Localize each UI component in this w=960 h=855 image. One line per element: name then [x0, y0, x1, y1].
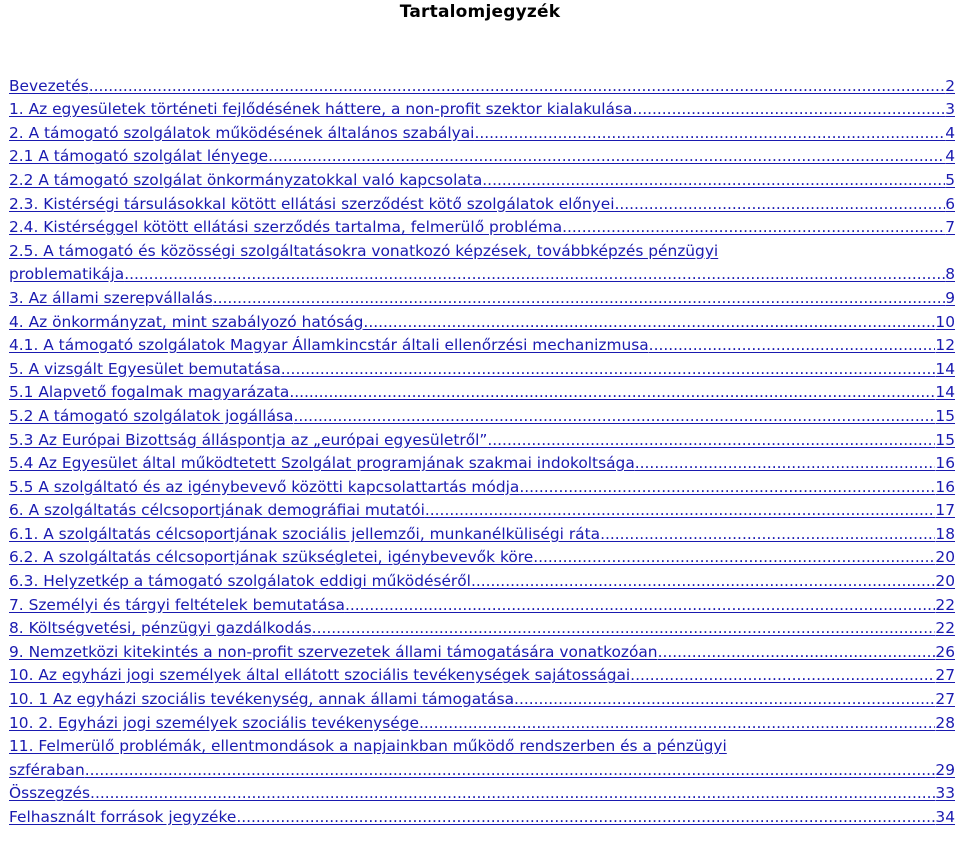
toc-page-number: 9 [945, 288, 955, 307]
toc-entry-title: 4. Az önkormányzat, mint szabályozó hatóság [9, 312, 364, 331]
toc-entry-title: Felhasznált források jegyzéke [9, 808, 237, 826]
toc-entry-title: 5. A vizsgált Egyesület bemutatása [9, 359, 281, 378]
toc-page-number: 3 [945, 100, 955, 119]
toc-entry-title: 5.4 Az Egyesület által működtetett Szolgálat programjának szakmai indokoltsága [9, 454, 635, 473]
toc-entry[interactable] [9, 284, 955, 308]
toc-page-number: 6 [945, 194, 955, 213]
toc-page-number: 15 [935, 406, 955, 425]
toc-page-number: 14 [935, 359, 955, 378]
toc-leader-dots [519, 478, 935, 497]
toc-leader-dots [90, 784, 935, 803]
toc-entry[interactable] [9, 709, 955, 733]
toc-leader-dots [213, 289, 946, 308]
toc-entry-title: 6.3. Helyzetkép a támogató szolgálatok eddigi működéséről [9, 572, 471, 591]
toc-leader-dots [632, 100, 945, 119]
toc-entry-title: 2.2 A támogató szolgálat önkormányzatokkal való kapcsolata [9, 170, 483, 189]
toc-leader-dots [363, 313, 935, 332]
table-of-contents [9, 72, 955, 827]
toc-page-number: 10 [935, 312, 955, 331]
toc-entry[interactable] [9, 450, 955, 474]
toc-entry[interactable] [9, 214, 955, 238]
toc-entry-title: 6. A szolgáltatás célcsoportjának demográfiai mutatói [9, 501, 425, 520]
toc-entry-title: 5.5 A szolgáltató és az igénybevevő közötti kapcsolattartás módja [9, 477, 520, 496]
toc-entry-title: problematikája [9, 265, 125, 284]
toc-page-number: 8 [945, 265, 955, 284]
toc-leader-dots [474, 124, 945, 143]
toc-entry-title: 6.2. A szolgáltatás célcsoportjának szükségletei, igénybevevők köre [9, 548, 534, 567]
toc-entry[interactable] [9, 143, 955, 167]
toc-page-number: 33 [935, 784, 955, 803]
toc-page-number: 27 [935, 666, 955, 685]
toc-entry-title: 5.3 Az Európai Bizottság álláspontja az „európai egyesületről” [9, 430, 488, 449]
toc-leader-dots [85, 761, 936, 780]
toc-leader-dots [658, 643, 936, 662]
toc-leader-dots [345, 596, 935, 615]
toc-page-number: 4 [945, 147, 955, 166]
toc-page-number: 34 [935, 808, 955, 826]
toc-entry[interactable] [9, 426, 955, 450]
toc-page-number: 20 [935, 572, 955, 591]
toc-leader-dots [289, 383, 935, 402]
toc-entry[interactable] [9, 190, 955, 214]
toc-entry-title: 2.3. Kistérségi társulásokkal kötött ellátási szerződést kötő szolgálatok előnyei [9, 194, 615, 213]
toc-page-number: 17 [935, 501, 955, 520]
toc-leader-dots [419, 714, 935, 733]
toc-entry-title: 2.1 A támogató szolgálat lényege [9, 147, 269, 166]
toc-entry-line[interactable]: 11. Felmerülő problémák, ellentmondások a napjainkban működő rendszerben és a pénzügyi [9, 737, 727, 756]
toc-page-number: 28 [935, 713, 955, 732]
toc-page-number: 26 [935, 642, 955, 661]
toc-entry-title: 6.1. A szolgáltatás célcsoportjának szociális jellemzői, munkanélküliségi rátа [9, 524, 601, 543]
toc-entry[interactable] [9, 473, 955, 497]
toc-entry-title: 2.4. Kistérséggel kötött ellátási szerződés tartalma, felmerülő probléma [9, 218, 563, 237]
toc-page-number: 16 [935, 454, 955, 473]
toc-page-number: 27 [935, 690, 955, 709]
toc-entry-line[interactable]: 2.5. A támogató és közösségi szolgáltatásokra vonatkozó képzések, továbbképzés pénzügyi [9, 241, 719, 260]
toc-entry-title: 10. 2. Egyházi jogi személyek szociális tevékenysége [9, 713, 419, 732]
toc-page-number: 5 [945, 170, 955, 189]
toc-entry[interactable] [9, 567, 955, 591]
toc-entry[interactable] [9, 402, 955, 426]
toc-entry[interactable] [9, 261, 955, 285]
toc-entry[interactable] [9, 379, 955, 403]
toc-leader-dots [562, 218, 945, 237]
toc-entry-title: Összegzés [9, 784, 91, 803]
toc-entry-title: 7. Személyi és tárgyi feltételek bemutatása [9, 595, 345, 614]
toc-entry[interactable] [9, 332, 955, 356]
toc-page-number: 16 [935, 477, 955, 496]
toc-leader-dots [471, 572, 935, 591]
toc-leader-dots [124, 265, 945, 284]
toc-entry[interactable] [9, 662, 955, 686]
toc-entry[interactable] [9, 520, 955, 544]
toc-entry-title: 10. Az egyházi jogi személyek által ellátott szociális tevékenységek sajátosságai [9, 666, 631, 685]
toc-entry-title: 5.1 Alapvető fogalmak magyarázata [9, 383, 290, 402]
toc-entry[interactable] [9, 780, 955, 804]
toc-entry[interactable] [9, 166, 955, 190]
toc-entry[interactable] [9, 497, 955, 521]
toc-leader-dots [268, 147, 945, 166]
toc-page-number: 22 [935, 595, 955, 614]
toc-entry[interactable] [9, 685, 955, 709]
toc-entry[interactable] [9, 544, 955, 568]
toc-entry[interactable] [9, 308, 955, 332]
toc-entry[interactable] [9, 591, 955, 615]
toc-entry[interactable] [9, 638, 955, 662]
toc-leader-dots [649, 336, 936, 355]
toc-entry-title: szféraban [9, 760, 85, 779]
toc-entry[interactable] [9, 119, 955, 143]
toc-entry-title: Bevezetés [9, 76, 89, 95]
toc-leader-dots [635, 454, 936, 473]
toc-entry[interactable] [9, 72, 955, 96]
toc-entry[interactable] [9, 756, 955, 780]
toc-leader-dots [425, 501, 936, 520]
toc-entry[interactable] [9, 96, 955, 120]
toc-leader-dots [614, 195, 945, 214]
toc-leader-dots [487, 431, 935, 450]
toc-entry-title: 3. Az állami szerepvállalás [9, 288, 213, 307]
toc-entry-title: 2. A támogató szolgálatok működésének általános szabályai [9, 123, 475, 142]
toc-page-number: 22 [935, 619, 955, 638]
toc-page-number: 14 [935, 383, 955, 402]
toc-entry[interactable] [9, 803, 955, 827]
toc-entry-title: 8. Költségvetési, pénzügyi gazdálkodás [9, 619, 312, 638]
toc-page-number: 15 [935, 430, 955, 449]
toc-leader-dots [312, 619, 936, 638]
page-title: Tartalomjegyzék [399, 2, 561, 22]
toc-entry-title: 1. Az egyesületek történeti fejlődésének háttere, a non-profit szektor kialakulása [9, 100, 633, 119]
toc-entry-title: 5.2 A támogató szolgálatok jogállása [9, 406, 294, 425]
toc-leader-dots [630, 666, 935, 685]
toc-page-number: 18 [935, 524, 955, 543]
toc-page-number: 4 [945, 123, 955, 142]
toc-leader-dots [514, 690, 935, 709]
toc-entry-title: 4.1. A támogató szolgálatok Magyar Államkincstár általi ellenőrzési mechanizmusa [9, 336, 649, 355]
toc-leader-dots [533, 548, 935, 567]
toc-leader-dots [600, 525, 935, 544]
toc-leader-dots [89, 77, 946, 96]
toc-entry[interactable] [9, 615, 955, 639]
toc-leader-dots [281, 360, 936, 379]
toc-leader-dots [294, 407, 936, 426]
toc-page-number: 2 [945, 76, 955, 95]
toc-page-number: 12 [935, 336, 955, 355]
toc-entry-title: 10. 1 Az egyházi szociális tevékenység, annak állami támogatása [9, 690, 515, 709]
toc-entry[interactable] [9, 355, 955, 379]
toc-leader-dots [482, 171, 945, 190]
toc-page-number: 7 [945, 218, 955, 237]
toc-page-number: 20 [935, 548, 955, 567]
toc-page-number: 29 [935, 760, 955, 779]
toc-leader-dots [236, 808, 935, 827]
toc-entry-title: 9. Nemzetközi kitekintés a non-profit szervezetek állami támogatására vonatkozóan [9, 642, 658, 661]
